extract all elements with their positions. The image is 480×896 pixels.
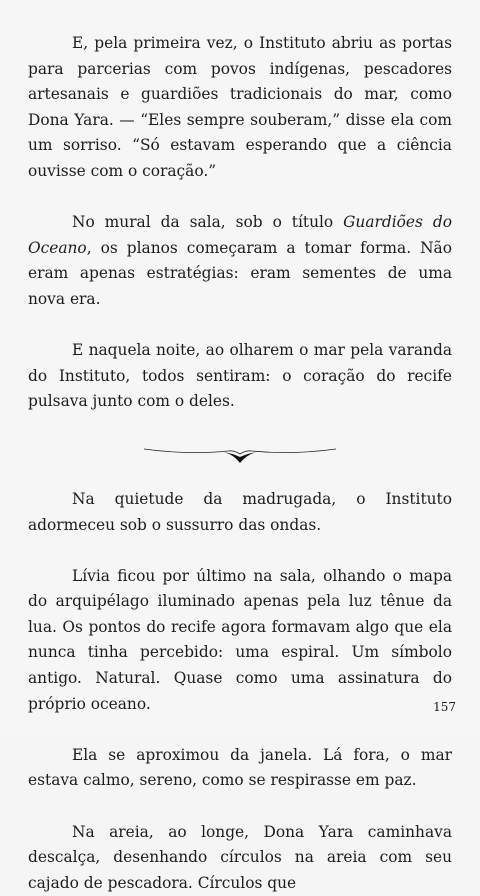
paragraph-7: Na areia, ao longe, Dona Yara caminhava descalça, desenhando círculos na areia com seu cajado de pescadora. Círculos que xyxy=(28,822,452,892)
paragraph-4: Na quietude da madrugada, o Instituto adormeceu sob o sussurro das ondas. xyxy=(28,489,452,534)
paragraph-5: Lívia ficou por último na sala, olhando o mapa do arquipélago iluminado apenas pela luz tênue da lua. Os pontos do recife agora formavam algo que ela nunca tinha percebido: uma espiral. Um símbolo antigo. Natural. Quase como uma assinatura do próprio oceano. xyxy=(28,566,452,713)
paragraph-6: Ela se aproximou da janela. Lá fora, o mar estava calmo, sereno, como se respirasse em paz. xyxy=(28,745,452,790)
book-title-italic: Guardiões do Oceano xyxy=(28,213,452,257)
paragraph-3: E naquela noite, ao olharem o mar pela varanda do Instituto, todos sentiram: o coração do recife pulsava junto com o deles. xyxy=(28,341,452,411)
paragraph-2-start: No mural da sala, sob o título xyxy=(72,213,344,232)
body-text xyxy=(28,31,452,896)
section-divider-ornament xyxy=(28,421,452,481)
paragraph-2-end: , os planos começaram a tomar forma. Não eram apenas estratégias: eram sementes de uma nova era. xyxy=(28,238,452,308)
paragraph-1: E, pela primeira vez, o Instituto abriu as portas para parcerias com povos indígenas, pescadores artesanais e guardiões tradicionais do mar, como Dona Yara. — “Eles sempre souberam,” disse ela com um sorriso. “Só estavam esperando que a ciência ouvisse com o coração.” xyxy=(28,34,452,180)
page-number: 157 xyxy=(433,700,456,714)
paragraph-2 xyxy=(28,210,452,312)
